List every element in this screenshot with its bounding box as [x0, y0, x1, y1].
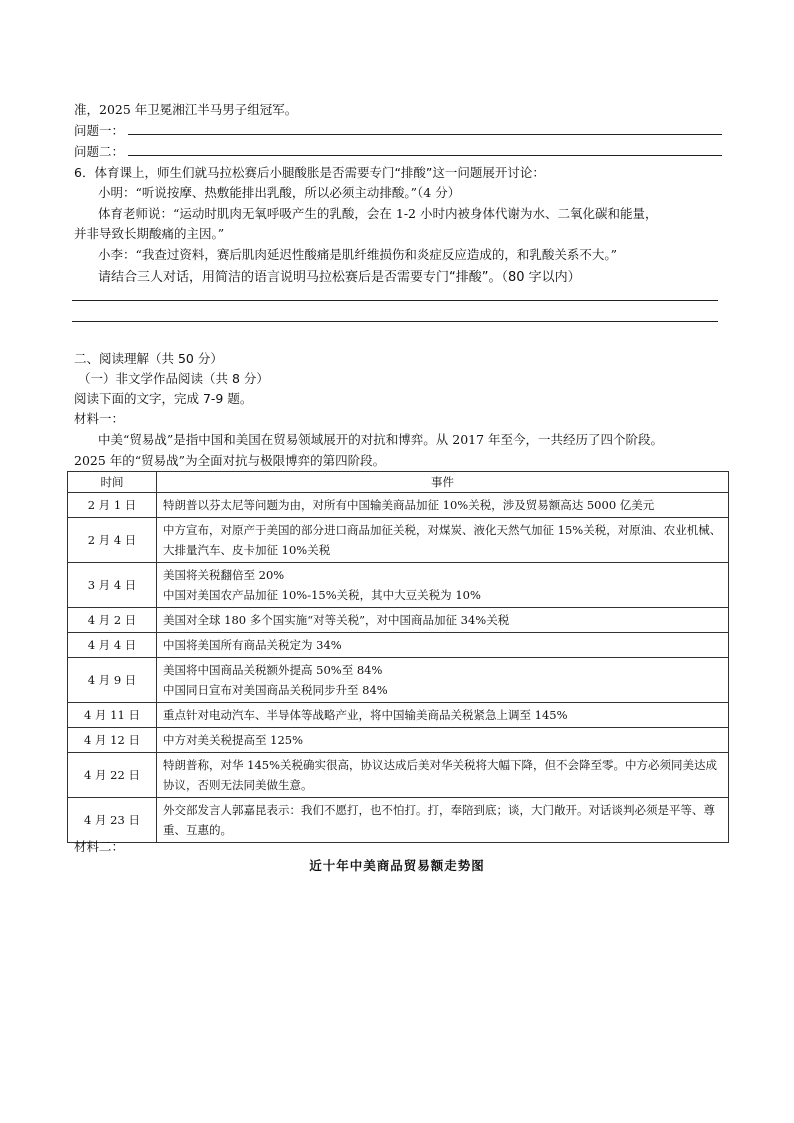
material-one-para-1: 中美“贸易战”是指中国和美国在贸易领域展开的对抗和博弈。从 2017 年至今，一共经历了四个阶段。 [98, 432, 664, 447]
column-header-event: 事件 [157, 472, 729, 493]
table-cell-event: 外交部发言人郭嘉昆表示：我们不愿打，也不怕打。打，奉陪到底；谈，大门敞开。对话谈判必须是平等、尊重、互惠的。 [157, 798, 729, 843]
material-two-label: 材料二： [74, 839, 125, 854]
subsection-heading: （一）非文学作品阅读（共 8 分） [78, 371, 269, 386]
question-one-label: 问题一： [74, 123, 125, 138]
table-cell-date: 3 月 4 日 [68, 563, 157, 608]
table-cell-date: 4 月 9 日 [68, 658, 157, 703]
table-cell-event: 美国将关税翻倍至 20% 中国对美国农产品加征 10%-15%关税，其中大豆关税为 10% [157, 563, 729, 608]
table-cell-date: 2 月 1 日 [68, 493, 157, 518]
table-cell-event: 特朗普以芬太尼等问题为由，对所有中国输美商品加征 10%关税，涉及贸易额高达 5000 亿美元 [157, 493, 729, 518]
table-row [68, 658, 729, 703]
answer-line[interactable] [128, 155, 722, 156]
table-cell-event: 美国对全球 180 多个国实施“对等关税”，对中国商品加征 34%关税 [157, 608, 729, 633]
table-row [68, 563, 729, 608]
instruction: 阅读下面的文字，完成 7-9 题。 [74, 391, 253, 406]
teacher-quote-2: 并非导致长期酸痛的主因。” [74, 226, 225, 241]
table-row [68, 753, 729, 798]
table-cell-event: 美国将中国商品关税额外提高 50%至 84% 中国同日宣布对美国商品关税同步升至 84% [157, 658, 729, 703]
column-header-date: 时间 [68, 472, 157, 493]
xiaoming-quote: 小明：“听说按摩、热敷能排出乳酸，所以必须主动排酸。”（4 分） [98, 185, 461, 200]
table-header-row [68, 472, 729, 493]
section-heading: 二、阅读理解（共 50 分） [74, 351, 223, 366]
table-row [68, 728, 729, 753]
table-row [68, 608, 729, 633]
answer-line[interactable] [128, 134, 722, 135]
table-cell-event: 重点针对电动汽车、半导体等战略产业，将中国输美商品关税紧急上调至 145% [157, 703, 729, 728]
table-cell-date: 4 月 23 日 [68, 798, 157, 843]
table-cell-date: 4 月 12 日 [68, 728, 157, 753]
table-row [68, 493, 729, 518]
chart-title: 近十年中美商品贸易额走势图 [309, 858, 485, 873]
xiaoli-quote: 小李：“我查过资料，赛后肌肉延迟性酸痛是肌纤维损伤和炎症反应造成的，和乳酸关系不大。” [98, 247, 618, 262]
table-row [68, 798, 729, 843]
table-cell-date: 2 月 4 日 [68, 518, 157, 563]
table-row [68, 633, 729, 658]
material-one-label: 材料一： [74, 411, 125, 426]
question-prompt: 请结合三人对话，用简洁的语言说明马拉松赛后是否需要专门“排酸”。（80 字以内） [98, 270, 581, 285]
table-cell-event: 中方宣布，对原产于美国的部分进口商品加征关税，对煤炭、液化天然气加征 15%关税，对原油、农业机械、大排量汽车、皮卡加征 10%关税 [157, 518, 729, 563]
table-cell-date: 4 月 11 日 [68, 703, 157, 728]
material-one-para-2: 2025 年的“贸易战”为全面对抗与极限博弈的第四阶段。 [74, 453, 386, 468]
table-cell-event: 特朗普称，对华 145%关税确实很高，协议达成后美对华关税将大幅下降，但不会降至零。中方必须同美达成协议，否则无法同美做生意。 [157, 753, 729, 798]
answer-line[interactable] [72, 321, 718, 322]
table-cell-date: 4 月 2 日 [68, 608, 157, 633]
question-6: 6．体育课上，师生们就马拉松赛后小腿酸胀是否需要专门“排酸”这一问题展开讨论： [74, 165, 545, 180]
table-cell-date: 4 月 4 日 [68, 633, 157, 658]
question-two-label: 问题二： [74, 144, 125, 159]
table-row [68, 518, 729, 563]
trade-war-table [67, 471, 729, 843]
text-line: 准，2025 年卫冕湘江半马男子组冠军。 [74, 102, 298, 117]
teacher-quote-1: 体育老师说：“运动时肌肉无氧呼吸产生的乳酸，会在 1-2 小时内被身体代谢为水、二氧化碳和能量， [98, 206, 658, 221]
table-row [68, 703, 729, 728]
table-cell-event: 中国将美国所有商品关税定为 34% [157, 633, 729, 658]
table-cell-date: 4 月 22 日 [68, 753, 157, 798]
answer-line[interactable] [72, 300, 718, 301]
table-cell-event: 中方对美关税提高至 125% [157, 728, 729, 753]
